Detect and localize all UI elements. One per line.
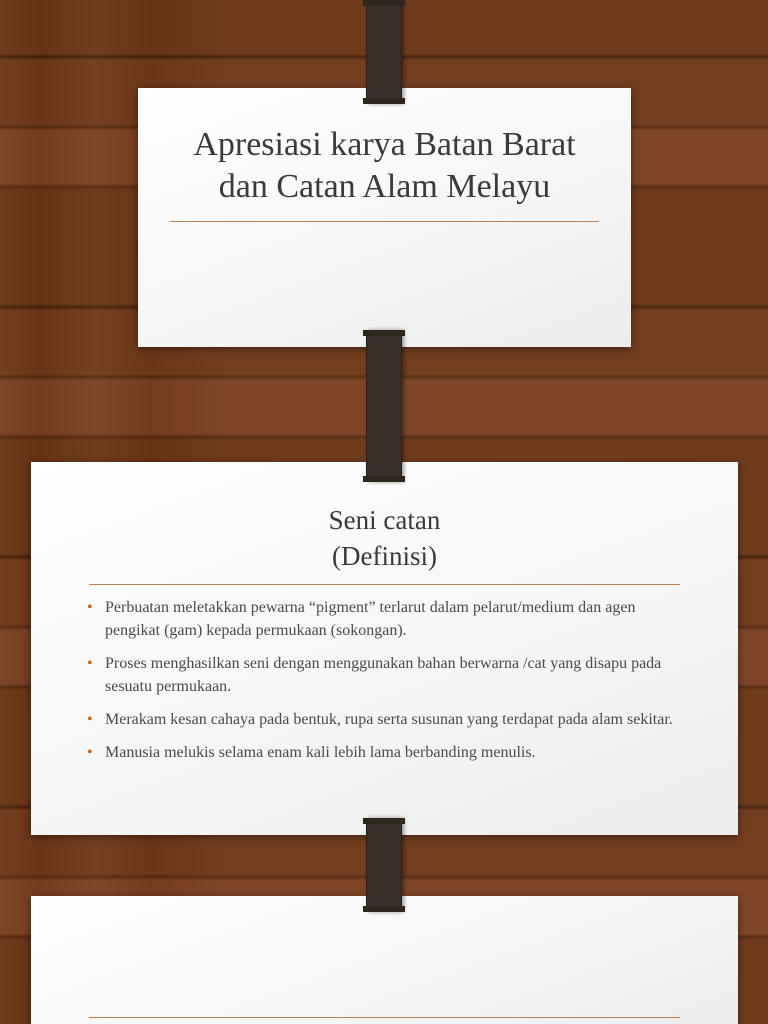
bullet-text: Manusia melukis selama enam kali lebih lama berbanding menulis. <box>105 744 536 761</box>
title-slide[interactable] <box>138 88 631 347</box>
bullet-item <box>87 708 678 731</box>
bullet-item <box>87 652 678 698</box>
title-divider <box>170 221 599 222</box>
bullet-text: Merakam kesan cahaya pada bentuk, rupa serta susunan yang terdapat pada alam sekitar. <box>105 711 673 728</box>
slide-heading <box>51 502 718 574</box>
heading-divider <box>89 1017 680 1018</box>
slide-title <box>158 124 611 208</box>
bullet-text: Perbuatan meletakkan pewarna “pigment” terlarut dalam pelarut/medium dan agen pengikat (gam) kepada permukaan (sokongan). <box>105 599 636 639</box>
bullet-icon: • <box>87 599 93 616</box>
bullet-icon: • <box>87 744 93 761</box>
bullet-item <box>87 741 678 764</box>
slide-heading-line: Seni catan <box>328 505 441 535</box>
hanging-strap <box>366 0 402 104</box>
definition-slide[interactable] <box>31 462 738 835</box>
bullet-icon: • <box>87 711 93 728</box>
slide-title-line: Apresiasi karya Batan Barat <box>193 126 576 163</box>
bullet-text: Proses menghasilkan seni dengan menggunakan bahan berwarna /cat yang disapu pada sesuatu permukaan. <box>105 655 662 695</box>
bullet-item <box>87 596 678 642</box>
slide-heading-line: (Definisi) <box>332 541 437 571</box>
bullet-icon: • <box>87 655 93 672</box>
heading-divider <box>89 584 680 585</box>
hanging-strap <box>366 818 402 912</box>
hanging-strap <box>366 330 402 482</box>
bullet-list <box>87 596 678 774</box>
next-slide[interactable] <box>31 896 738 1024</box>
slide-title-line: dan Catan Alam Melayu <box>218 168 551 205</box>
